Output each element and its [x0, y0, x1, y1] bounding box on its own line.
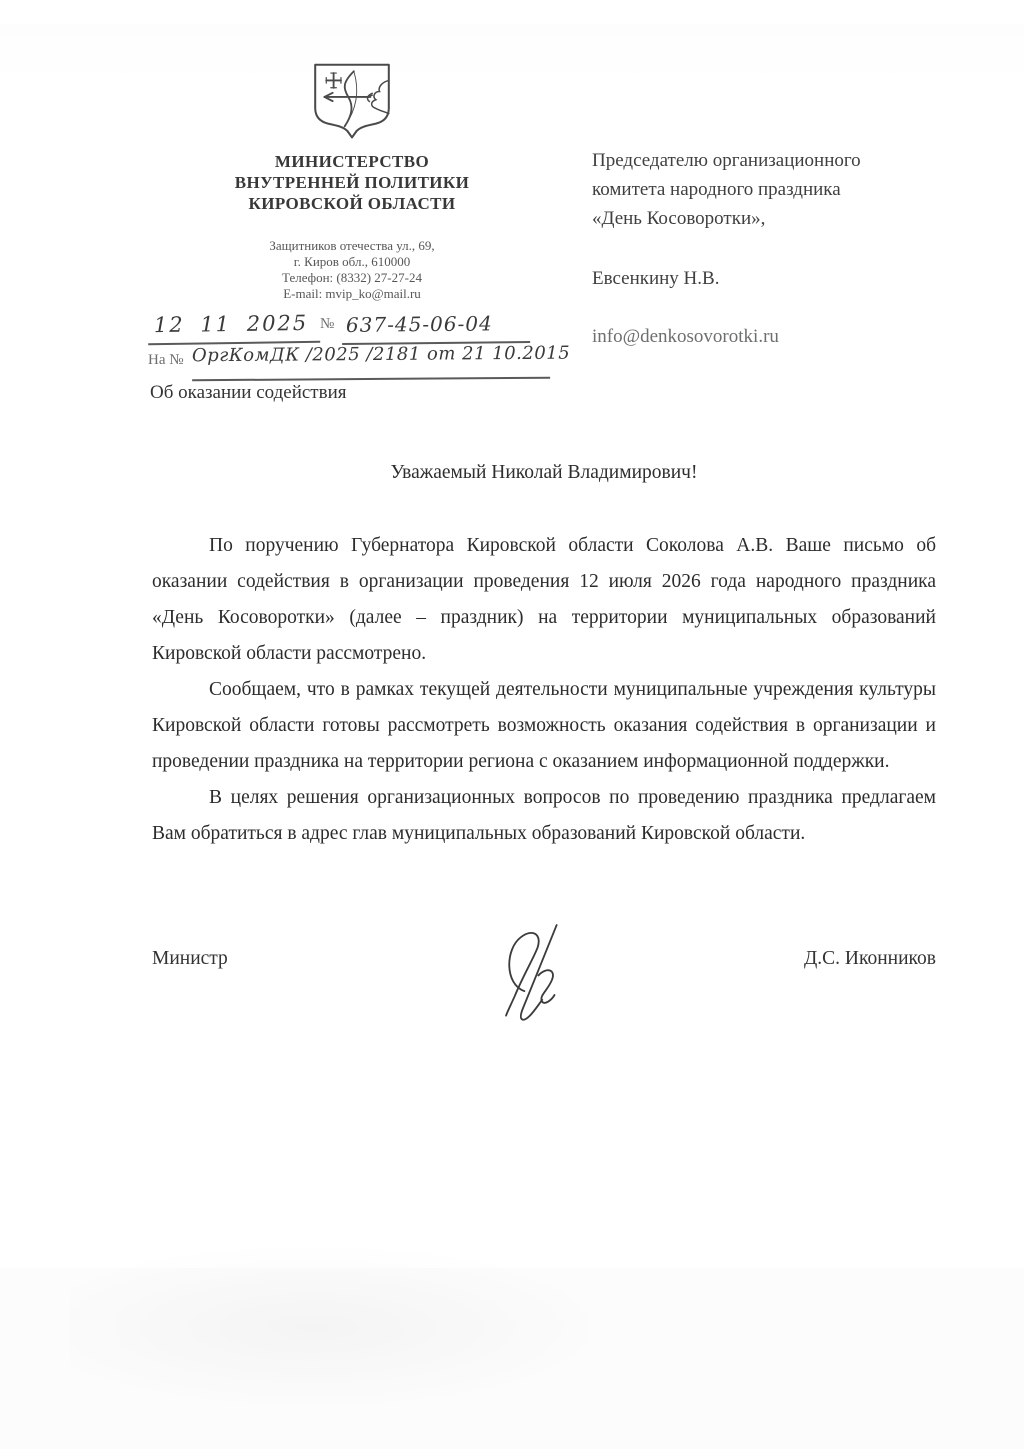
- addressee-email: info@denkosovorotki.ru: [592, 326, 779, 347]
- letter-subject: Об оказании содействия: [150, 382, 347, 403]
- scan-artifact: [70, 1245, 610, 1410]
- reply-ref-label: На №: [148, 352, 184, 368]
- handwritten-signature-icon: [498, 918, 590, 1030]
- addressee-line: «День Косоворотки»,: [592, 208, 766, 229]
- address-line: г. Киров обл., 610000: [293, 254, 411, 269]
- body-paragraph: По поручению Губернатора Кировской области Соколова А.В. Ваше письмо об оказании содействия в организации проведения 12 июля 2026 года народного праздника «День Косоворотки» (далее – праздник) на территории муниципальных образований Кировской области рассмотрено.: [152, 535, 936, 664]
- addressee-line: Председателю организационного: [592, 150, 861, 171]
- kirov-coat-of-arms-icon: [306, 60, 398, 145]
- ref-number-handwritten: 637-45-06-04: [342, 311, 530, 345]
- signature-name: Д.С. Иконников: [804, 948, 936, 969]
- ministry-name-line: МИНИСТЕРСТВО: [274, 152, 430, 171]
- ministry-name-line: ВНУТРЕННЕЙ ПОЛИТИКИ: [234, 173, 470, 192]
- body-paragraph: Сообщаем, что в рамках текущей деятельности муниципальные учреждения культуры Кировской области готовы рассмотреть возможность оказания содействия в организации и проведении праздника на территории региона с оказанием информационной поддержки.: [152, 679, 936, 772]
- addressee-block: [592, 146, 962, 233]
- ref-number-label: №: [320, 316, 335, 332]
- ministry-address: [137, 238, 567, 302]
- addressee-line: комитета народного праздника: [592, 179, 841, 200]
- signature-title: Министр: [152, 948, 228, 969]
- salutation: Уважаемый Николай Владимирович!: [390, 462, 698, 483]
- ministry-name: [137, 151, 567, 214]
- reply-ref-handwritten: ОргКомДК /2025 /2181 от 21 10.2015: [192, 343, 550, 381]
- letterhead: [137, 60, 567, 302]
- addressee-name: Евсенкину Н.В.: [592, 268, 720, 289]
- body-paragraph: В целях решения организационных вопросов по проведению праздника предлагаем Вам обратиться в адрес глав муниципальных образований Кировской области.: [152, 787, 936, 844]
- ref-date-handwritten: 12 11 2025: [148, 311, 320, 345]
- ministry-name-line: КИРОВСКОЙ ОБЛАСТИ: [248, 194, 456, 213]
- letter-body: [152, 528, 936, 852]
- address-line: Телефон: (8332) 27-27-24: [282, 270, 422, 285]
- address-line: Защитников отечества ул., 69,: [269, 238, 435, 253]
- address-line: E-mail: mvip_ko@mail.ru: [283, 286, 421, 301]
